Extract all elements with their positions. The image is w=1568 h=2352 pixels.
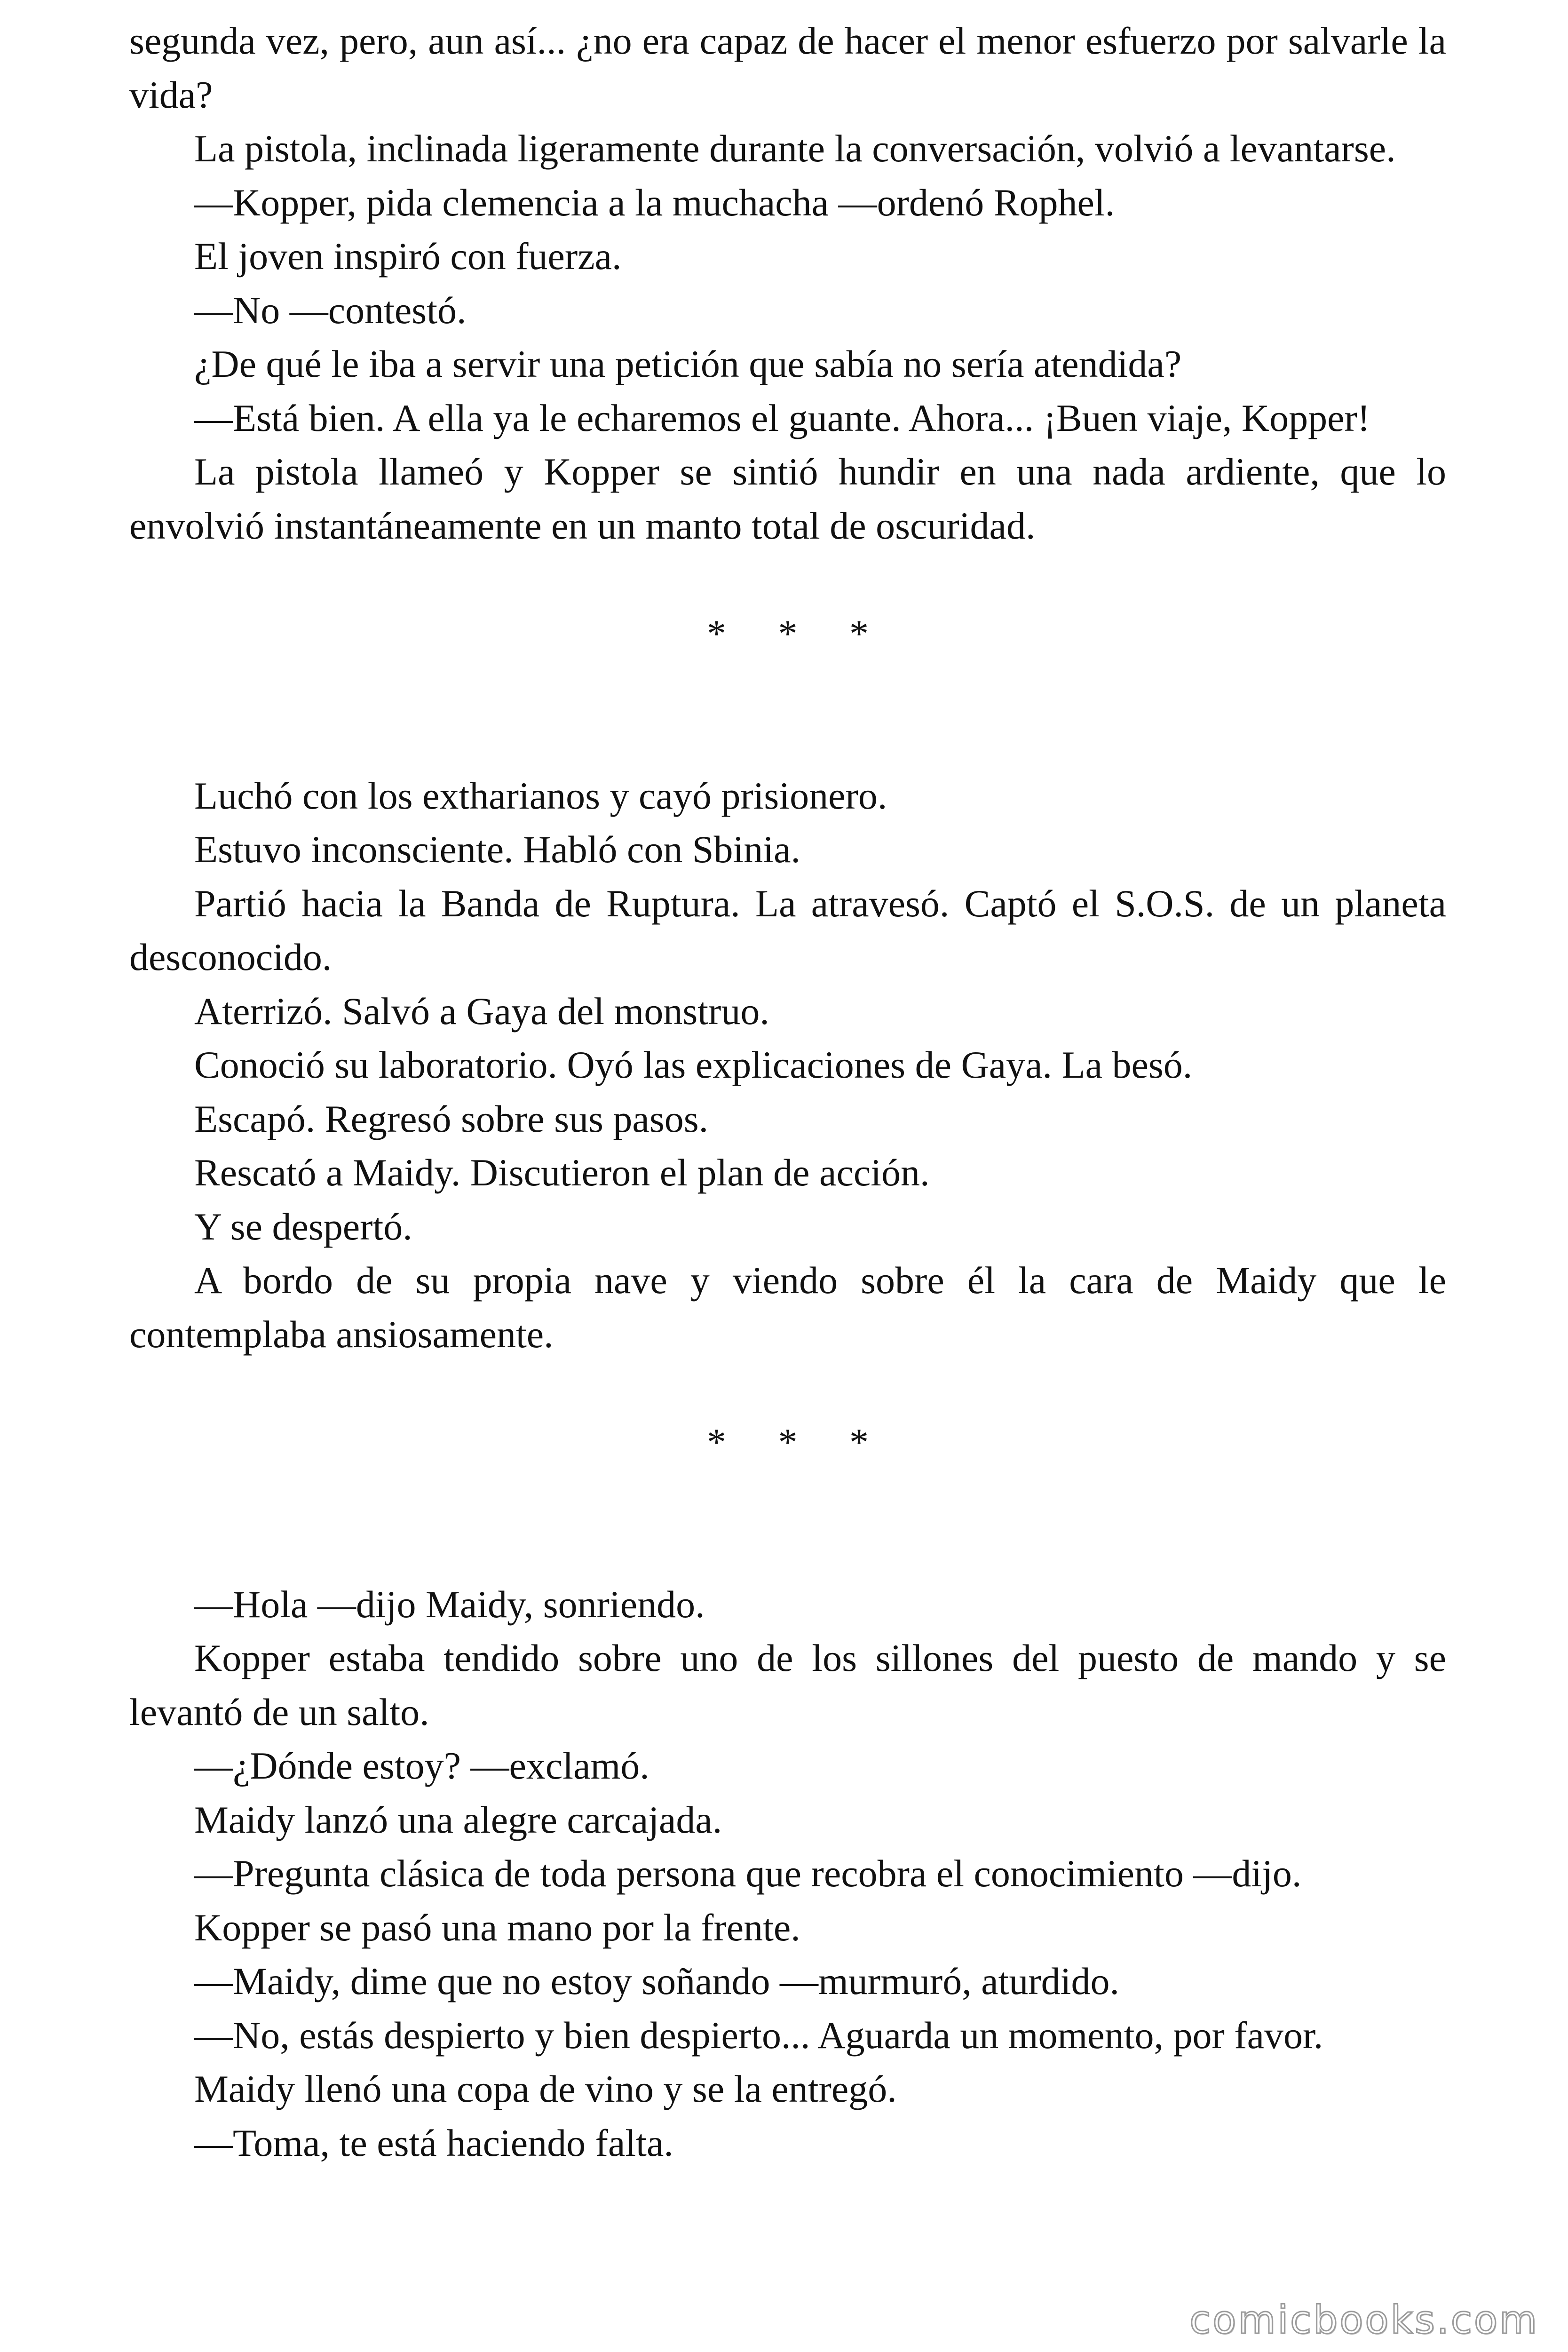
paragraph: —Toma, te está haciendo falta. [194,2121,673,2164]
paragraph: Aterrizó. Salvó a Gaya del monstruo. [194,989,769,1033]
section-separator: * * * [707,1421,869,1463]
paragraph: —Está bien. A ella ya le echaremos el guante. Ahora... ¡Buen viaje, Kopper! [194,396,1370,439]
paragraph: Conoció su laboratorio. Oyó las explicaciones de Gaya. La besó. [194,1043,1193,1086]
paragraph: La pistola llameó y Kopper se sintió hundir en una nada ardiente, que lo envolvió instantáneamente en un manto total de oscuridad. [129,450,1446,547]
paragraph: Kopper se pasó una mano por la frente. [194,1906,800,1949]
paragraph: Y se despertó. [194,1205,412,1248]
paragraph: Estuvo inconsciente. Habló con Sbinia. [194,828,800,871]
paragraph: El joven inspiró con fuerza. [194,235,622,278]
paragraph: Rescató a Maidy. Discutieron el plan de acción. [194,1151,930,1194]
paragraph: La pistola, inclinada ligeramente durante la conversación, volvió a levantarse. [194,127,1396,170]
paragraph: Escapó. Regresó sobre sus pasos. [194,1097,709,1140]
section-separator: * * * [707,612,869,655]
paragraph: segunda vez, pero, aun así... ¿no era capaz de hacer el menor esfuerzo por salvarle la vida? [129,19,1446,116]
paragraph: —Maidy, dime que no estoy soñando —murmuró, aturdido. [194,1960,1119,2002]
paragraph: A bordo de su propia nave y viendo sobre él la cara de Maidy que le contemplaba ansiosamente. [129,1259,1446,1356]
paragraph: —Hola —dijo Maidy, sonriendo. [194,1582,705,1626]
paragraph: —No, estás despierto y bien despierto... Aguarda un momento, por favor. [194,2013,1323,2057]
paragraph: —No —contestó. [194,288,467,332]
paragraph: Partió hacia la Banda de Ruptura. La atravesó. Captó el S.O.S. de un planeta desconocido. [129,882,1446,978]
paragraph: —Kopper, pida clemencia a la muchacha —ordenó Rophel. [194,181,1115,224]
paragraph: —Pregunta clásica de toda persona que recobra el conocimiento —dijo. [194,1852,1302,1895]
paragraph: ¿De qué le iba a servir una petición que sabía no sería atendida? [194,342,1182,385]
watermark-text: comicbooks.com [1189,2298,1539,2343]
paragraph: Luchó con los extharianos y cayó prisionero. [194,774,887,817]
paragraph: —¿Dónde estoy? —exclamó. [194,1744,649,1787]
paragraph: Maidy llenó una copa de vino y se la entregó. [194,2067,897,2110]
paragraph: Maidy lanzó una alegre carcajada. [194,1798,722,1841]
paragraph: Kopper estaba tendido sobre uno de los sillones del puesto de mando y se levantó de un salto. [129,1637,1446,1733]
document-page [129,14,1446,2170]
